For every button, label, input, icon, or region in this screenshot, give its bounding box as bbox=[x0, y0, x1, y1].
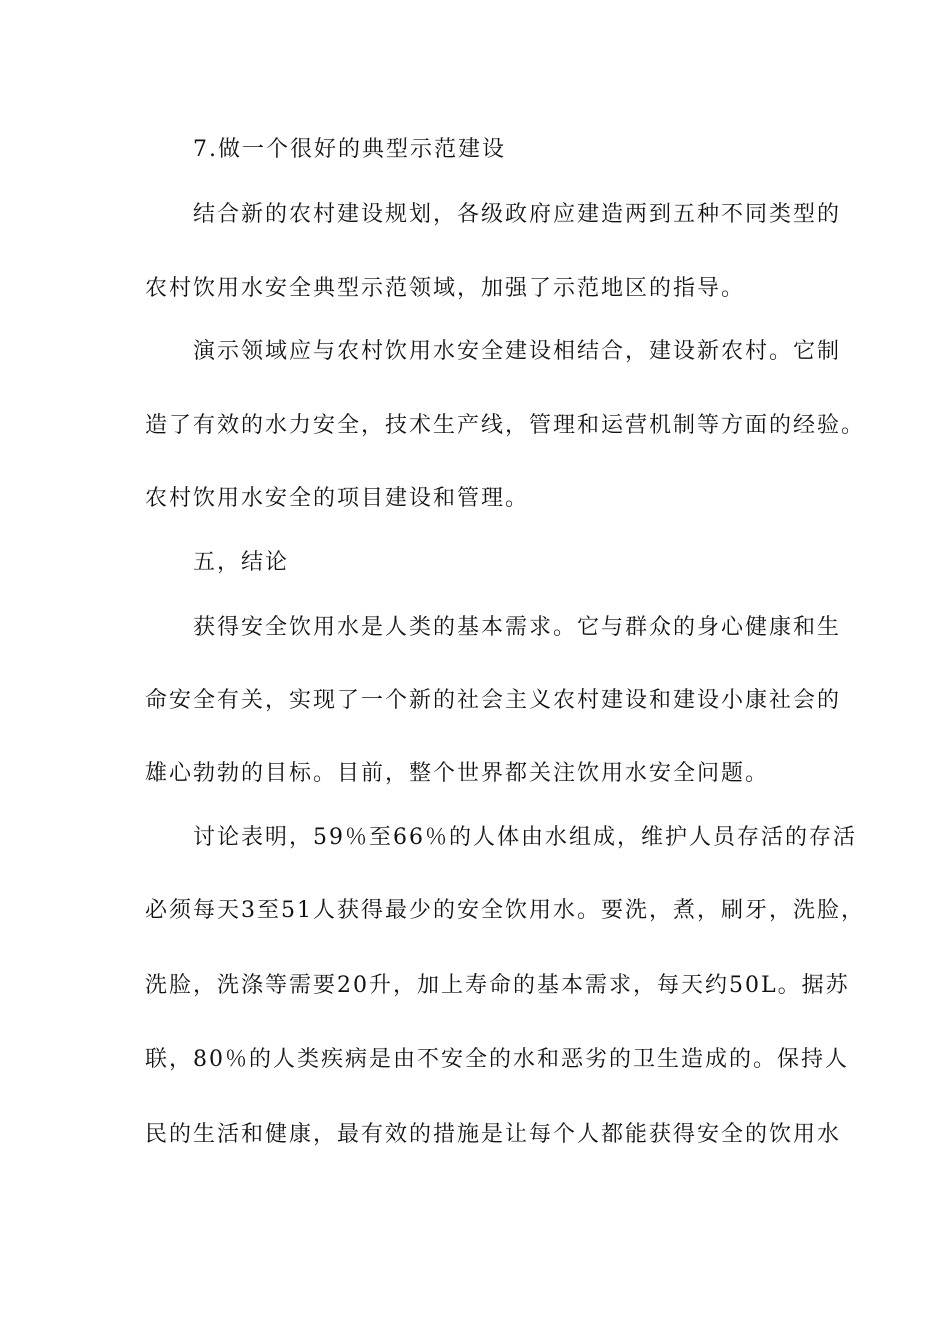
paragraph-line: 讨论表明，59％至66％的人体由水组成，维护人员存活的存活 bbox=[193, 825, 857, 850]
paragraph-line: 联，80％的人类疾病是由不安全的水和恶劣的卫生造成的。保持人 bbox=[145, 1047, 849, 1072]
section-heading-7: 7.做一个很好的典型示范建设 bbox=[193, 137, 506, 162]
paragraph-line: 民的生活和健康，最有效的措施是让每个人都能获得安全的饮用水 bbox=[145, 1122, 842, 1147]
paragraph-line: 洗脸，洗涤等需要20升，加上寿命的基本需求，每天约50L。据苏 bbox=[145, 973, 850, 998]
paragraph-line: 造了有效的水力安全，技术生产线，管理和运营机制等方面的经验。 bbox=[145, 413, 866, 438]
paragraph-line: 雄心勃勃的目标。目前，整个世界都关注饮用水安全问题。 bbox=[145, 761, 770, 786]
paragraph-line: 命安全有关，实现了一个新的社会主义农村建设和建设小康社会的 bbox=[145, 688, 842, 713]
paragraph-line: 获得安全饮用水是人类的基本需求。它与群众的身心健康和生 bbox=[193, 615, 842, 640]
paragraph-line: 演示领域应与农村饮用水安全建设相结合，建设新农村。它制 bbox=[193, 339, 842, 364]
paragraph-line: 农村饮用水安全的项目建设和管理。 bbox=[145, 486, 530, 511]
section-heading-conclusion: 五，结论 bbox=[193, 550, 290, 575]
paragraph-line: 必须每天3至51人获得最少的安全饮用水。要洗，煮，刷牙，洗脸， bbox=[145, 898, 865, 923]
paragraph-line: 农村饮用水安全典型示范领域，加强了示范地区的指导。 bbox=[145, 276, 746, 301]
paragraph-line: 结合新的农村建设规划，各级政府应建造两到五种不同类型的 bbox=[193, 202, 842, 227]
